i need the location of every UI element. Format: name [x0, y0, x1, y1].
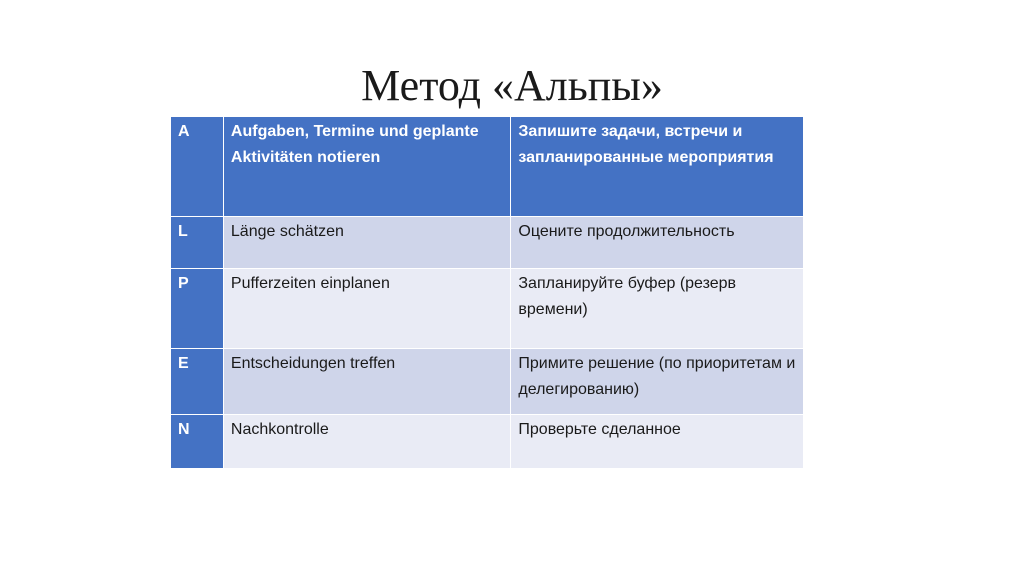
russian-cell: Примите решение (по приоритетам и делегированию): [511, 349, 804, 415]
german-cell: Aufgaben, Termine und geplante Aktivitäten notieren: [223, 117, 510, 217]
russian-cell: Запишите задачи, встречи и запланированные мероприятия: [511, 117, 804, 217]
german-cell: Nachkontrolle: [223, 415, 510, 469]
german-cell: Pufferzeiten einplanen: [223, 269, 510, 349]
alps-method-table: [170, 116, 804, 469]
table-row-l: [171, 217, 804, 269]
table-row-n: [171, 415, 804, 469]
slide-title: Метод «Альпы»: [361, 61, 663, 110]
russian-cell: Оцените продолжительность: [511, 217, 804, 269]
table-row-e: [171, 349, 804, 415]
table-row-p: [171, 269, 804, 349]
german-cell: Entscheidungen treffen: [223, 349, 510, 415]
letter-cell: L: [171, 217, 224, 269]
russian-cell: Проверьте сделанное: [511, 415, 804, 469]
german-cell: Länge schätzen: [223, 217, 510, 269]
letter-cell: A: [171, 117, 224, 217]
letter-cell: E: [171, 349, 224, 415]
russian-cell: Запланируйте буфер (резерв времени): [511, 269, 804, 349]
letter-cell: P: [171, 269, 224, 349]
table-row-a: [171, 117, 804, 217]
letter-cell: N: [171, 415, 224, 469]
